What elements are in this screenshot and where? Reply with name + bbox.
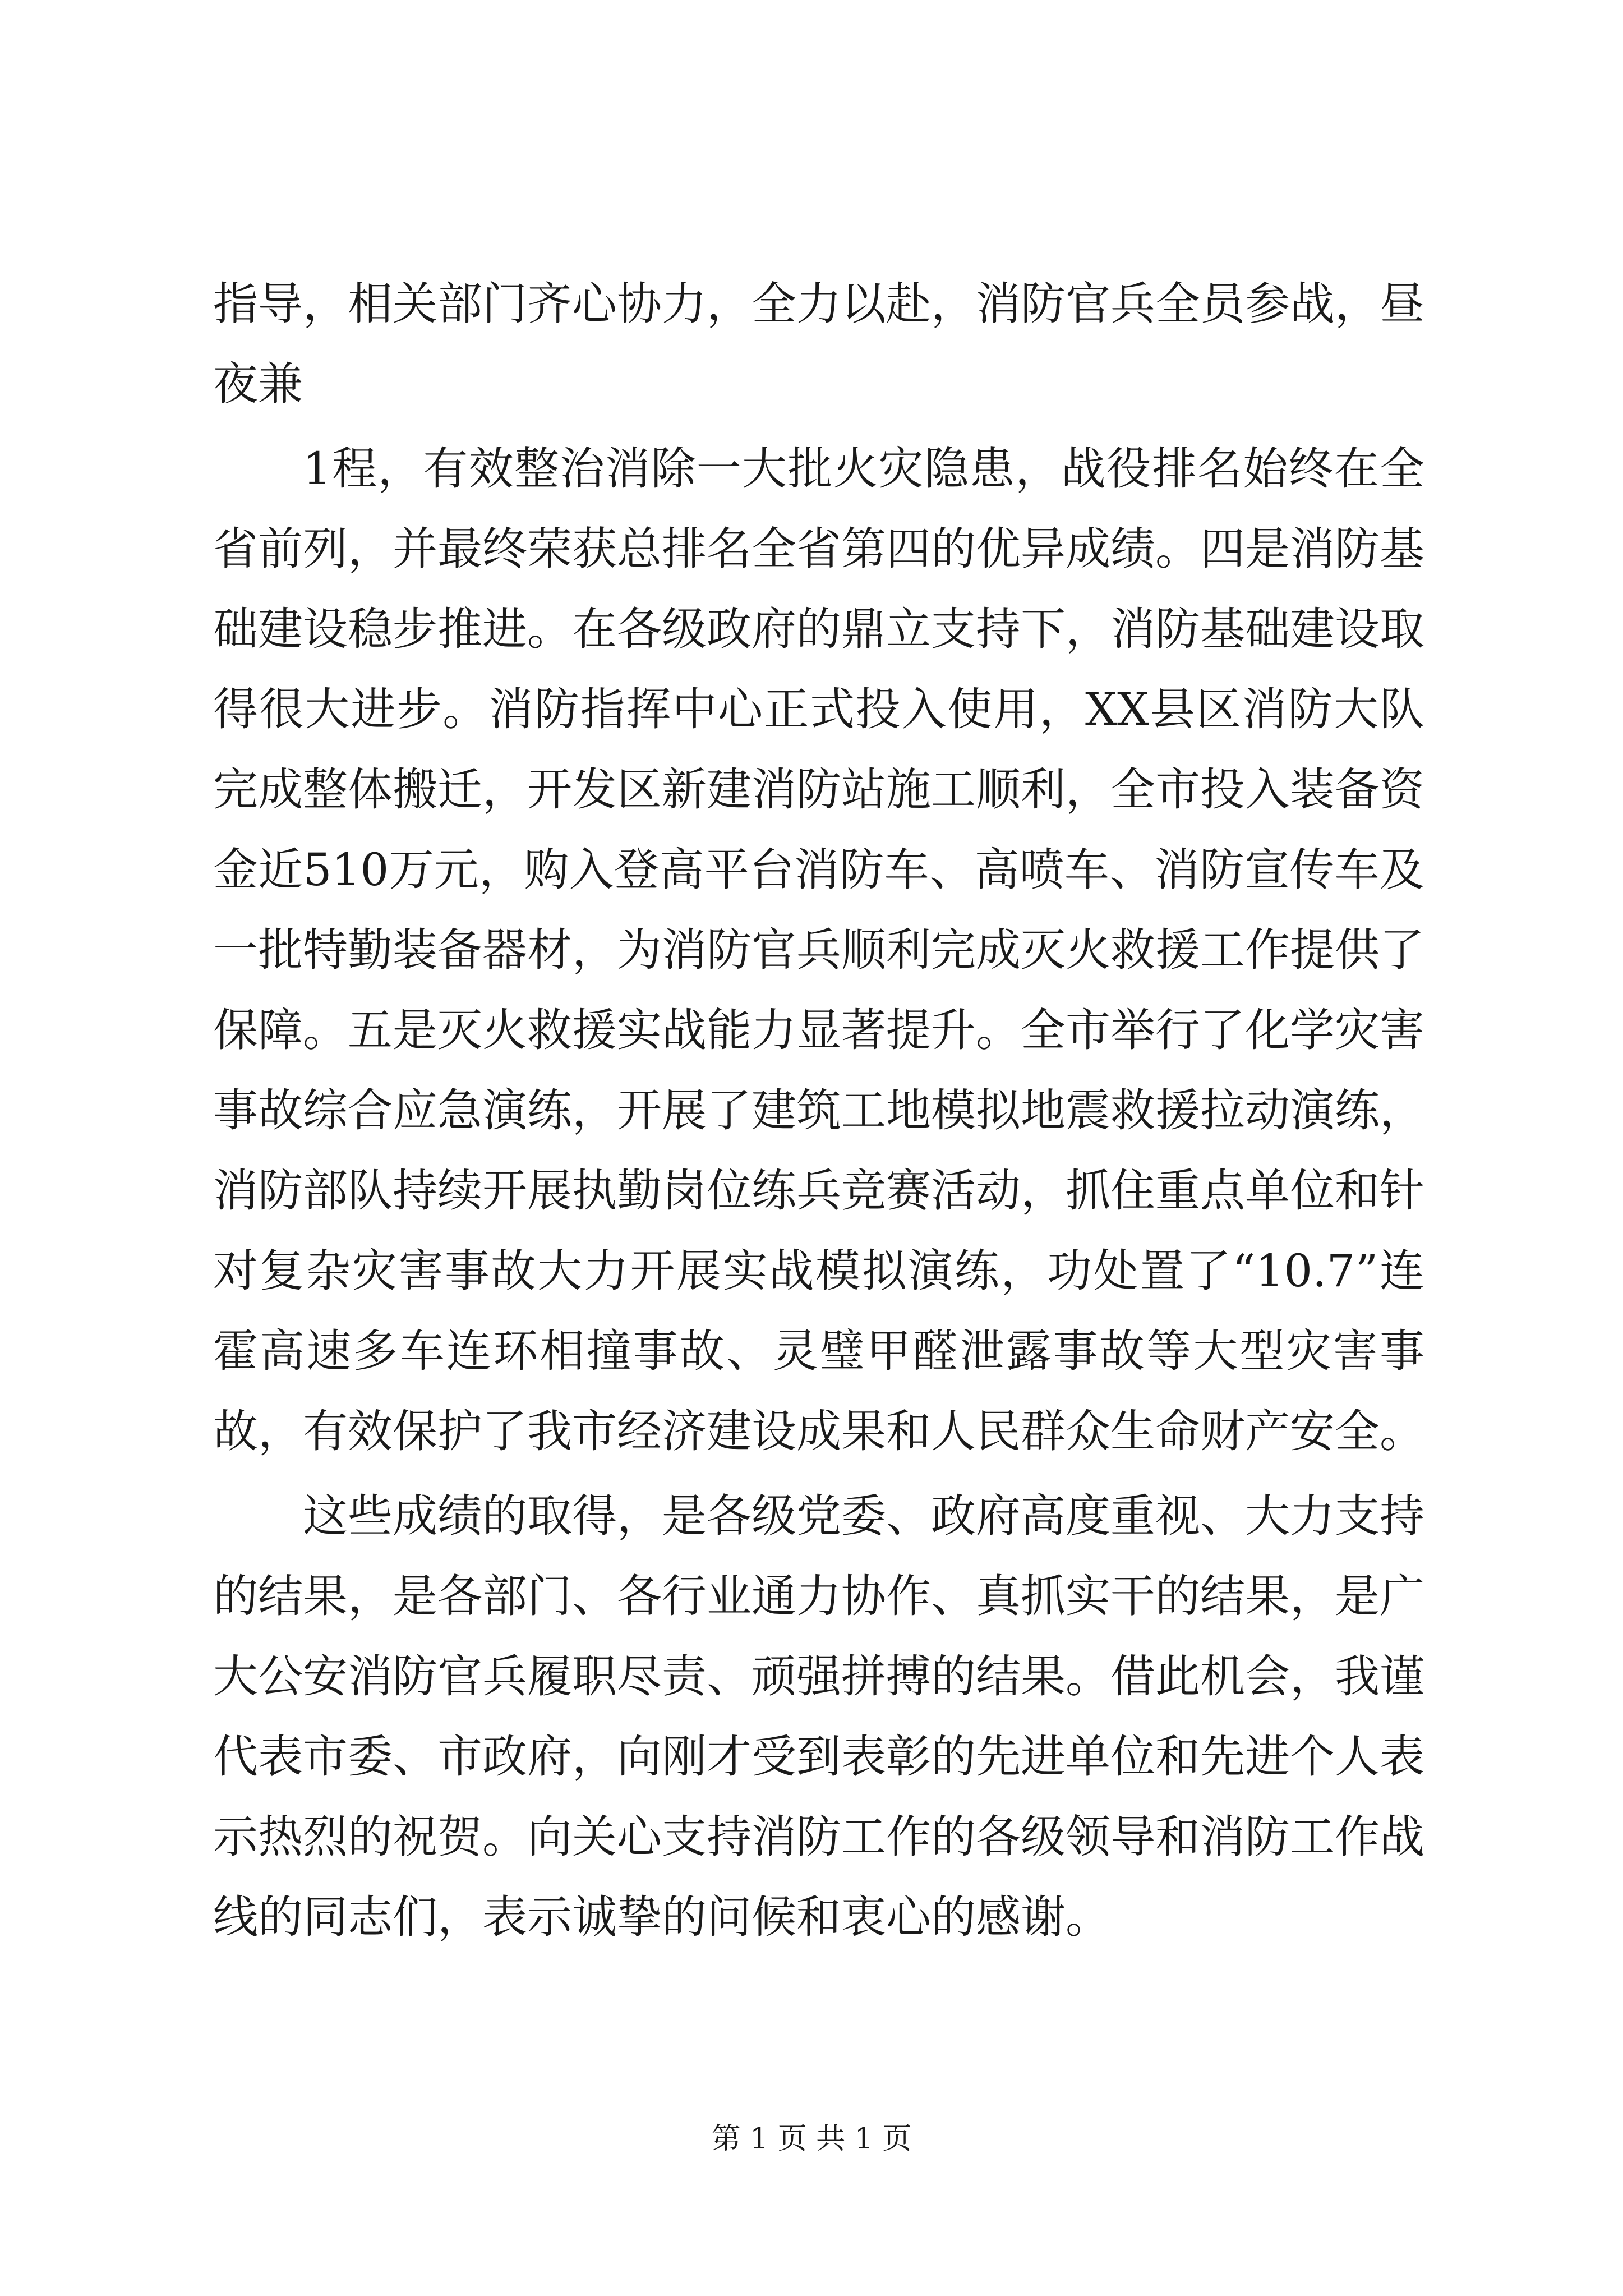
page-footer: 第 1 页 共 1 页 [711, 2122, 912, 2156]
paragraph-3: 这些成绩的取得，是各级党委、政府高度重视、大力支持的结果，是各部门、各行业通力协作、真抓实干的结果，是广大公安消防官兵履职尽责、顽强拼搏的结果。借此机会，我谨代表市委、市政府，向刚才受到表彰的先进单位和先进个人表示热烈的祝贺。向关心支持消防工作的各级领导和消防工作战线的同志们，表示诚挚的问候和衷心的感谢。 [213, 1490, 1424, 1943]
paragraph-2: 1程，有效整治消除一大批火灾隐患，战役排名始终在全省前列，并最终荣获总排名全省第四的优异成绩。四是消防基础建设稳步推进。在各级政府的鼎立支持下，消防基础建设取得很大进步。消防指挥中心正式投入使用，XX县区消防大队完成整体搬迁，开发区新建消防站施工顺利，全市投入装备资金近510万元，购入登高平台消防车、高喷车、消防宣传车及一批特勤装备器材，为消防官兵顺利完成灭火救援工作提供了保障。五是灭火救援实战能力显著提升。全市举行了化学灾害事故综合应急演练，开展了建筑工地模拟地震救援拉动演练，消防部队持续开展执勤岗位练兵竞赛活动，抓住重点单位和针对复杂灾害事故大力开展实战模拟演练，功处置了“10.7”连霍高速多车连环相撞事故、灵璧甲醛泄露事故等大型灾害事故，有效保护了我市经济建设成果和人民群众生命财产安全。 [213, 443, 1424, 1457]
paragraph-1: 指导，相关部门齐心协力，全力以赴，消防官兵全员参战，昼夜兼 [213, 278, 1424, 410]
document-body [213, 264, 1424, 1957]
